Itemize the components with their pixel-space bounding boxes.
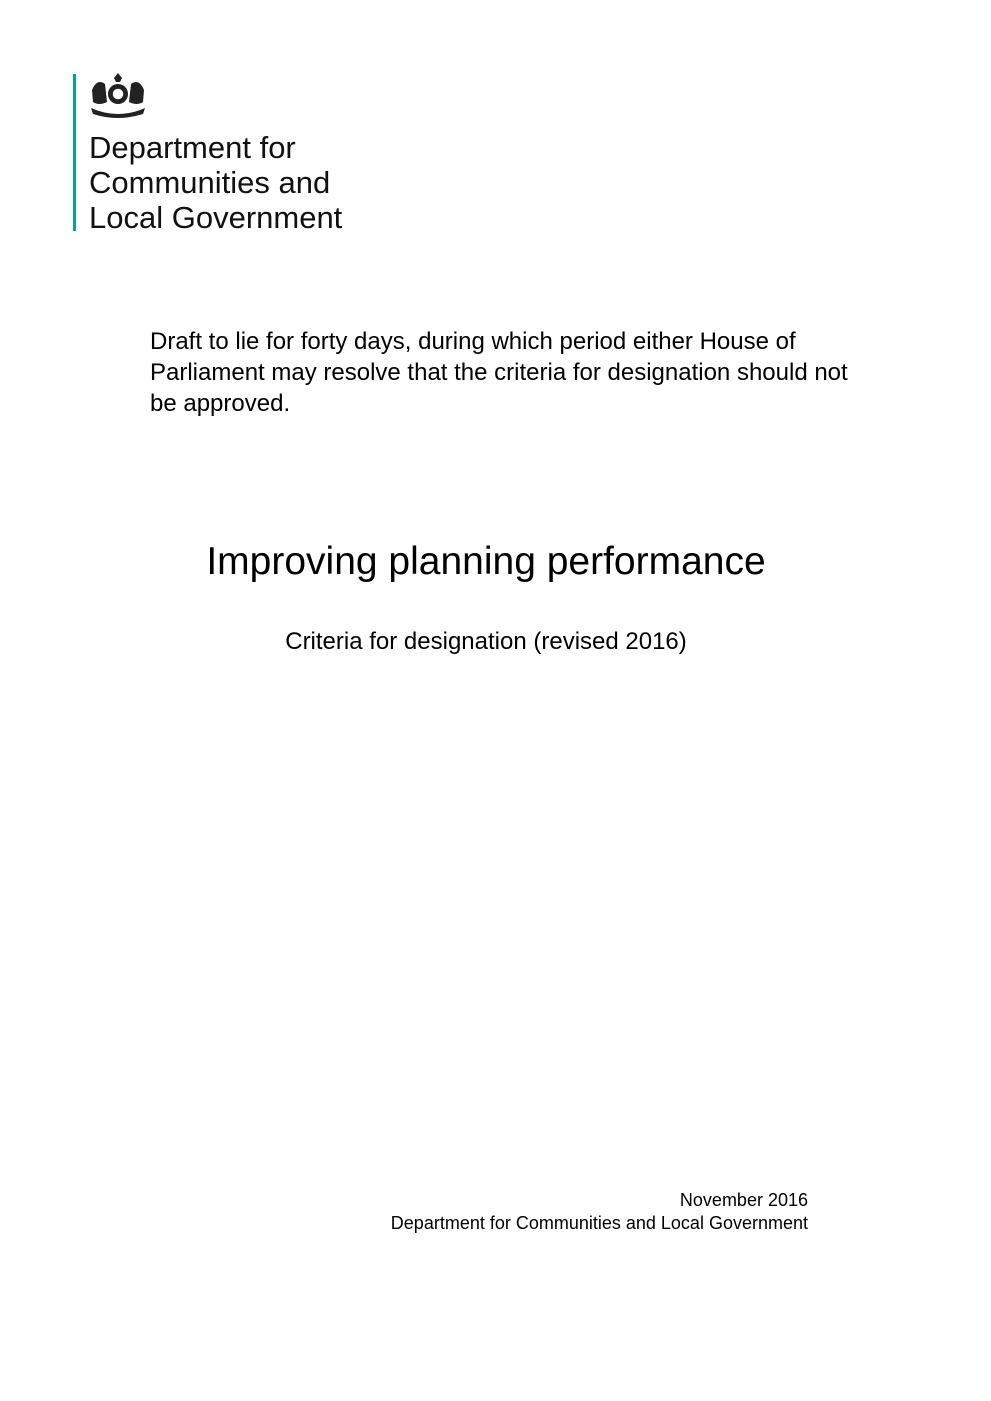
footer xyxy=(391,1189,808,1235)
document-subtitle: Criteria for designation (revised 2016) xyxy=(285,628,687,655)
logo-accent-bar xyxy=(73,74,76,231)
publisher: Department for Communities and Local Government xyxy=(390,1213,808,1233)
document-title: Improving planning performance xyxy=(206,540,766,583)
org-line: Local Government xyxy=(89,200,343,235)
draft-notice: Draft to lie for forty days, during which period either House of Parliament may resolve that the criteria for designation should not be approved. xyxy=(150,328,848,417)
org-line: Communities and xyxy=(89,165,331,200)
org-line: Department for xyxy=(89,130,296,165)
organisation-name xyxy=(89,130,342,235)
royal-coat-of-arms-icon xyxy=(87,72,149,120)
publication-date: November 2016 xyxy=(679,1190,808,1210)
